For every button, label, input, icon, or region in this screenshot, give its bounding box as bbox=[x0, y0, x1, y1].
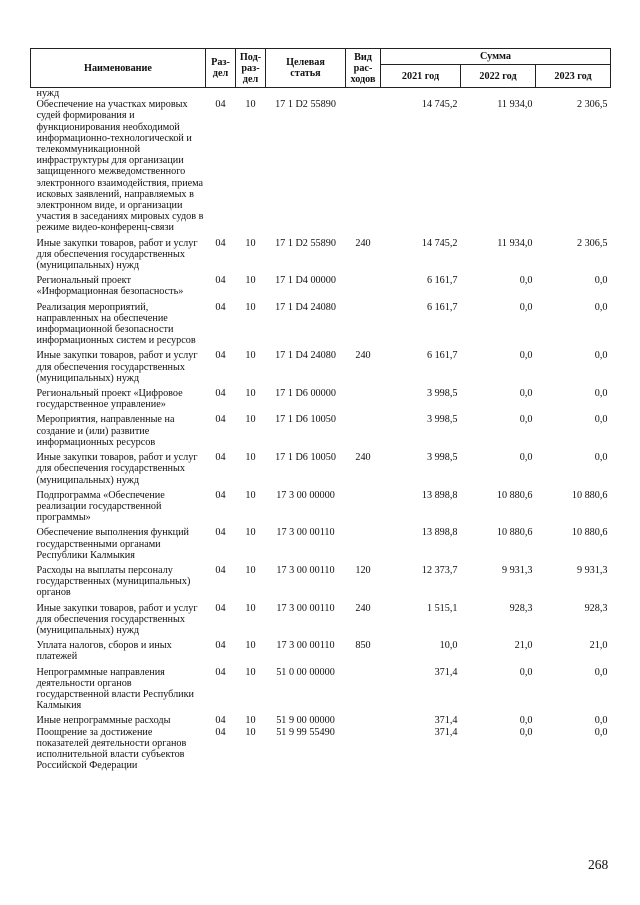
row-value-2021: 1 515,1 bbox=[426, 602, 458, 614]
row-podrazdel: 10 bbox=[245, 640, 256, 652]
row-target-article: 17 3 00 00110 bbox=[276, 564, 335, 576]
row-value-2023: 2 306,5 bbox=[576, 237, 608, 249]
row-value-2022: 21,0 bbox=[514, 640, 533, 652]
row-razdel: 04 bbox=[215, 301, 226, 313]
row-name: Уплата налогов, сборов и иных платежей bbox=[36, 640, 172, 663]
row-podrazdel: 10 bbox=[245, 99, 256, 111]
row-value-2021 bbox=[381, 88, 461, 100]
row-value-2023: 0,0 bbox=[594, 301, 608, 313]
row-expense-type: 240 bbox=[355, 452, 371, 464]
header-name: Наименование bbox=[31, 49, 206, 88]
row-value-2021: 371,4 bbox=[434, 726, 458, 738]
row-target-article: 51 9 99 55490 bbox=[276, 726, 335, 738]
header-razdel: Раз- дел bbox=[206, 49, 236, 88]
row-value-2021: 3 998,5 bbox=[426, 388, 458, 400]
row-value-2022: 9 931,3 bbox=[501, 564, 533, 576]
row-podrazdel: 10 bbox=[245, 237, 256, 249]
row-value-2023: 9 931,3 bbox=[576, 564, 608, 576]
row-value-2023: 2 306,5 bbox=[576, 99, 608, 111]
table-row bbox=[31, 727, 611, 776]
row-podrazdel: 10 bbox=[245, 564, 256, 576]
row-name: Мероприятия, направленные на создание и (или) развитие информационных ресурсов bbox=[36, 414, 175, 448]
row-name: Иные закупки товаров, работ и услуг для обеспечения государственных (муниципальных) нужд bbox=[36, 350, 198, 384]
table-row bbox=[31, 88, 611, 100]
row-razdel: 04 bbox=[215, 666, 226, 678]
row-podrazdel: 10 bbox=[245, 489, 256, 501]
row-podrazdel: 10 bbox=[245, 726, 256, 738]
row-value-2023: 928,3 bbox=[584, 602, 608, 614]
row-target-article: 17 3 00 00000 bbox=[276, 489, 335, 501]
row-name: Иные закупки товаров, работ и услуг для обеспечения государственных (муниципальных) нужд bbox=[36, 602, 198, 636]
row-value-2021: 6 161,7 bbox=[426, 275, 458, 287]
row-expense-type: 850 bbox=[355, 640, 371, 652]
row-value-2022: 0,0 bbox=[519, 350, 533, 362]
row-value-2022: 928,3 bbox=[509, 602, 533, 614]
row-target-article: 17 3 00 00110 bbox=[276, 640, 335, 652]
row-expense-type bbox=[346, 715, 381, 726]
row-name: Иные закупки товаров, работ и услуг для обеспечения государственных (муниципальных) нужд bbox=[36, 237, 198, 272]
row-name: Иные закупки товаров, работ и услуг для обеспечения государственных (муниципальных) нужд bbox=[36, 452, 198, 486]
header-target-article: Целевая статья bbox=[266, 49, 346, 88]
row-value-2021: 12 373,7 bbox=[421, 564, 458, 576]
row-expense-type bbox=[346, 527, 381, 565]
row-value-2022: 0,0 bbox=[519, 726, 533, 738]
row-value-2021: 371,4 bbox=[434, 666, 458, 678]
table-row bbox=[31, 490, 611, 528]
row-name: нужд bbox=[36, 88, 60, 99]
row-value-2022: 0,0 bbox=[519, 301, 533, 313]
row-target-article: 17 1 D6 10050 bbox=[275, 452, 336, 464]
row-expense-type bbox=[346, 727, 381, 776]
row-podrazdel: 10 bbox=[245, 527, 256, 539]
row-value-2022: 0,0 bbox=[519, 715, 533, 727]
table-body bbox=[31, 88, 611, 776]
table-row bbox=[31, 715, 611, 726]
row-expense-type: 120 bbox=[355, 564, 371, 576]
row-podrazdel: 10 bbox=[245, 388, 256, 400]
row-expense-type bbox=[346, 490, 381, 528]
row-podrazdel: 10 bbox=[245, 715, 256, 727]
row-value-2022: 0,0 bbox=[519, 666, 533, 678]
row-value-2023: 0,0 bbox=[594, 452, 608, 464]
row-name: Непрограммные направления деятельности органов государственной власти Республики Калмыкия bbox=[36, 666, 195, 712]
row-value-2022: 10 880,6 bbox=[496, 489, 533, 501]
row-value-2022: 0,0 bbox=[519, 414, 533, 426]
row-expense-type bbox=[346, 99, 381, 237]
header-sum: Сумма bbox=[381, 49, 611, 65]
row-value-2023: 0,0 bbox=[594, 388, 608, 400]
row-target-article: 51 9 00 00000 bbox=[276, 715, 335, 727]
table-row bbox=[31, 527, 611, 565]
row-value-2021: 10,0 bbox=[439, 640, 458, 652]
row-value-2021: 3 998,5 bbox=[426, 414, 458, 426]
row-name: Обеспечение выполнения функций государственными органами Республики Калмыкия bbox=[36, 527, 189, 561]
row-value-2023: 10 880,6 bbox=[571, 489, 608, 501]
row-value-2023: 0,0 bbox=[594, 666, 608, 678]
table-row bbox=[31, 603, 611, 641]
row-value-2021: 14 745,2 bbox=[421, 99, 458, 111]
budget-table bbox=[30, 48, 611, 775]
row-razdel: 04 bbox=[215, 99, 226, 111]
row-target-article: 17 1 D4 00000 bbox=[275, 275, 336, 287]
row-razdel: 04 bbox=[215, 726, 226, 738]
row-razdel: 04 bbox=[215, 350, 226, 362]
row-podrazdel: 10 bbox=[245, 452, 256, 464]
row-value-2022: 0,0 bbox=[519, 388, 533, 400]
page-number: 268 bbox=[588, 857, 609, 872]
row-name: Поощрение за достижение показателей деятельности органов исполнительной власти субъектов Российской Федерации bbox=[36, 726, 187, 772]
row-razdel: 04 bbox=[215, 275, 226, 287]
row-target-article bbox=[266, 88, 346, 100]
row-target-article: 17 3 00 00110 bbox=[276, 602, 335, 614]
row-value-2023: 10 880,6 bbox=[571, 527, 608, 539]
row-razdel bbox=[206, 88, 236, 100]
row-expense-type bbox=[346, 275, 381, 301]
header-podrazdel: Под- раз- дел bbox=[236, 49, 266, 88]
table-row bbox=[31, 350, 611, 388]
table-row bbox=[31, 388, 611, 414]
row-target-article: 17 1 D4 24080 bbox=[275, 301, 336, 313]
row-target-article: 51 0 00 00000 bbox=[276, 666, 335, 678]
row-value-2022: 10 880,6 bbox=[496, 527, 533, 539]
row-value-2022: 11 934,0 bbox=[497, 99, 533, 111]
row-name: Расходы на выплаты персоналу государственных (муниципальных) органов bbox=[36, 564, 191, 599]
row-podrazdel: 10 bbox=[245, 301, 256, 313]
row-value-2021: 6 161,7 bbox=[426, 350, 458, 362]
row-value-2023: 21,0 bbox=[589, 640, 608, 652]
row-value-2023: 0,0 bbox=[594, 726, 608, 738]
row-target-article: 17 1 D6 00000 bbox=[275, 388, 336, 400]
row-expense-type: 240 bbox=[355, 350, 371, 362]
row-expense-type: 240 bbox=[355, 237, 371, 249]
row-podrazdel: 10 bbox=[245, 414, 256, 426]
row-expense-type bbox=[346, 414, 381, 452]
row-target-article: 17 1 D2 55890 bbox=[275, 237, 336, 249]
row-value-2022 bbox=[461, 88, 536, 100]
row-razdel: 04 bbox=[215, 237, 226, 249]
row-name: Иные непрограммные расходы bbox=[36, 715, 171, 727]
row-value-2021: 6 161,7 bbox=[426, 301, 458, 313]
row-name: Региональный проект «Цифровое государственное управление» bbox=[36, 388, 183, 411]
table-row bbox=[31, 99, 611, 237]
row-razdel: 04 bbox=[215, 602, 226, 614]
row-name: Реализация мероприятий, направленных на обеспечение информационной безопасности информационных систем и ресурсов bbox=[36, 301, 196, 347]
row-razdel: 04 bbox=[215, 715, 226, 727]
header-year-2021: 2021 год bbox=[381, 65, 461, 88]
row-expense-type: 240 bbox=[355, 602, 371, 614]
row-name: Обеспечение на участках мировых судей формирования и функционирования необходимой информационно-технологической и телекоммуникационной инфраструктуры для организации защищенного межведомственного электронного взаимодействия, приема исковых заявлений, направляемых в электронном виде, и организации участия в заседаниях мировых судов в режиме видео-конференц-связи bbox=[36, 99, 204, 234]
table-row bbox=[31, 414, 611, 452]
row-value-2023: 0,0 bbox=[594, 275, 608, 287]
table-row bbox=[31, 275, 611, 301]
row-name: Подпрограмма «Обеспечение реализации государственной программы» bbox=[36, 489, 165, 524]
row-value-2022: 0,0 bbox=[519, 275, 533, 287]
table-row bbox=[31, 565, 611, 603]
row-razdel: 04 bbox=[215, 414, 226, 426]
row-value-2023: 0,0 bbox=[594, 350, 608, 362]
row-podrazdel bbox=[236, 88, 266, 100]
table-row bbox=[31, 238, 611, 276]
table-row bbox=[31, 667, 611, 716]
row-value-2021: 371,4 bbox=[434, 715, 458, 727]
row-podrazdel: 10 bbox=[245, 666, 256, 678]
row-value-2022: 0,0 bbox=[519, 452, 533, 464]
row-target-article: 17 3 00 00110 bbox=[276, 527, 335, 539]
header-expense-type: Вид рас- ходов bbox=[346, 49, 381, 88]
row-podrazdel: 10 bbox=[245, 275, 256, 287]
row-value-2021: 14 745,2 bbox=[421, 237, 458, 249]
row-expense-type bbox=[346, 388, 381, 414]
row-value-2023: 0,0 bbox=[594, 414, 608, 426]
row-target-article: 17 1 D4 24080 bbox=[275, 350, 336, 362]
row-podrazdel: 10 bbox=[245, 350, 256, 362]
row-expense-type bbox=[346, 667, 381, 716]
table-row bbox=[31, 640, 611, 666]
row-name: Региональный проект «Информационная безопасность» bbox=[36, 275, 184, 298]
row-razdel: 04 bbox=[215, 640, 226, 652]
row-target-article: 17 1 D2 55890 bbox=[275, 99, 336, 111]
row-razdel: 04 bbox=[215, 489, 226, 501]
row-value-2021: 13 898,8 bbox=[421, 489, 458, 501]
row-value-2023 bbox=[536, 88, 611, 100]
row-razdel: 04 bbox=[215, 452, 226, 464]
row-expense-type bbox=[346, 88, 381, 100]
row-razdel: 04 bbox=[215, 388, 226, 400]
header-year-2022: 2022 год bbox=[461, 65, 536, 88]
row-razdel: 04 bbox=[215, 564, 226, 576]
header-year-2023: 2023 год bbox=[536, 65, 611, 88]
row-target-article: 17 1 D6 10050 bbox=[275, 414, 336, 426]
row-value-2023: 0,0 bbox=[594, 715, 608, 727]
row-value-2021: 13 898,8 bbox=[421, 527, 458, 539]
row-value-2021: 3 998,5 bbox=[426, 452, 458, 464]
table-row bbox=[31, 302, 611, 351]
row-razdel: 04 bbox=[215, 527, 226, 539]
row-expense-type bbox=[346, 302, 381, 351]
row-value-2022: 11 934,0 bbox=[497, 237, 533, 249]
row-podrazdel: 10 bbox=[245, 602, 256, 614]
table-row bbox=[31, 452, 611, 490]
budget-table-page bbox=[30, 48, 610, 775]
